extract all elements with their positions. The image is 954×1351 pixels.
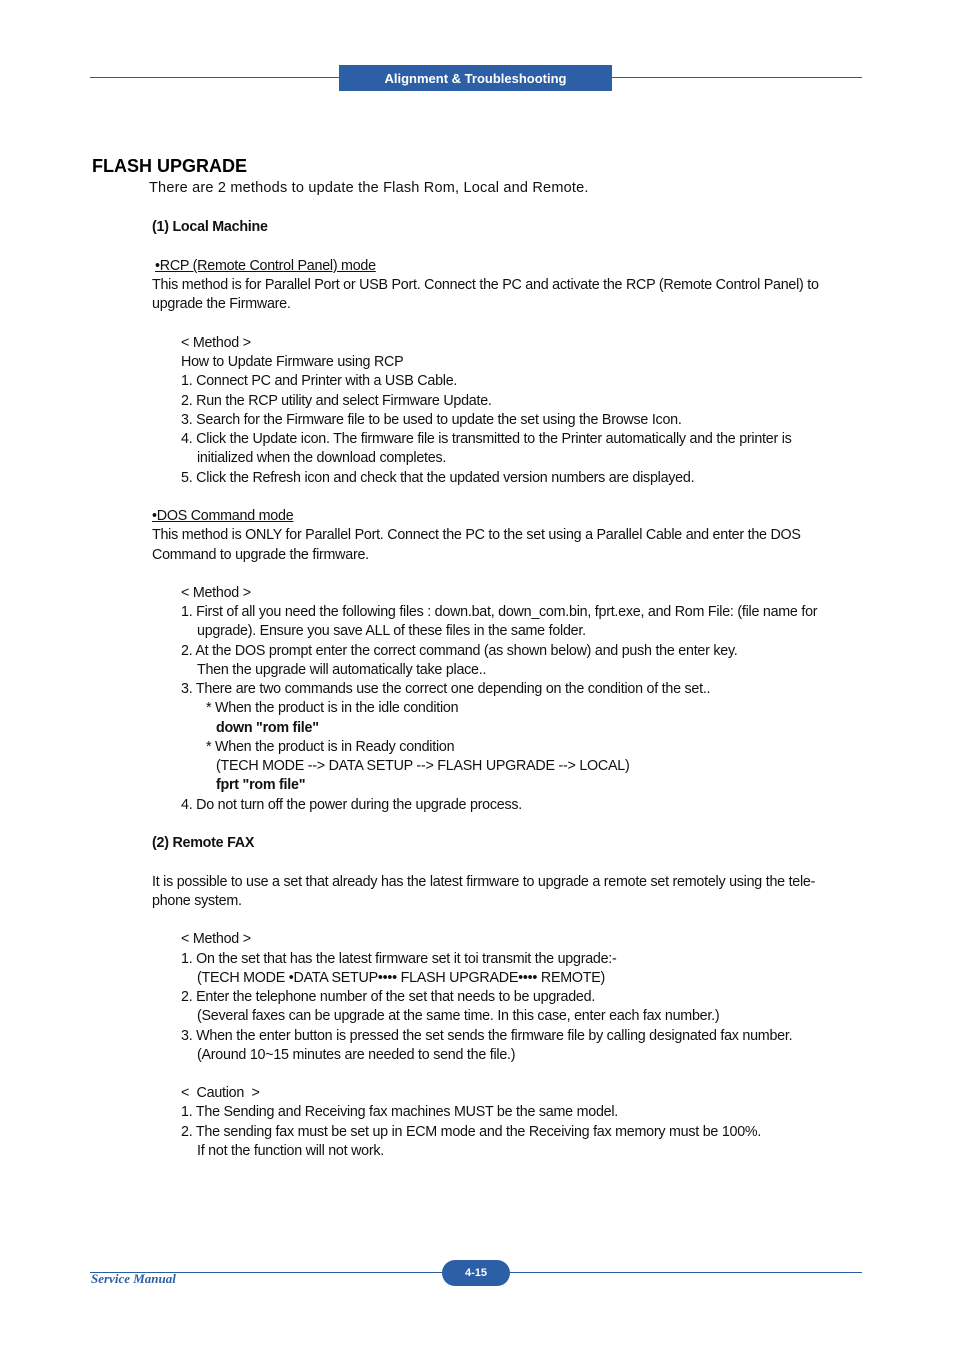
remote-step: 3. When the enter button is pressed the set sends the firmware file by calling designated fax number. [181, 1028, 793, 1044]
section-title-tab: Alignment & Troubleshooting [339, 65, 612, 91]
page-number-badge: 4-15 [442, 1260, 510, 1286]
rcp-step: 3. Search for the Firmware file to be used to update the set using the Browse Icon. [181, 412, 682, 428]
rcp-step-cont: initialized when the download completes. [197, 450, 447, 466]
rcp-step: 5. Click the Refresh icon and check that the updated version numbers are displayed. [181, 470, 695, 486]
dos-step-cont: upgrade). Ensure you save ALL of these files in the same folder. [197, 623, 586, 639]
dos-command: fprt "rom file" [216, 777, 306, 793]
remote-step-cont: (Several faxes can be upgrade at the same time. In this case, enter each fax number.) [197, 1008, 720, 1024]
dos-step: 2. At the DOS prompt enter the correct command (as shown below) and push the enter key. [181, 643, 738, 659]
dos-title: •DOS Command mode [152, 508, 294, 524]
remote-method-label: < Method > [181, 931, 251, 947]
caution-label: < Caution > [181, 1085, 260, 1101]
rcp-step: 4. Click the Update icon. The firmware file is transmitted to the Printer automatically and the printer is [181, 431, 792, 447]
intro-text: There are 2 methods to update the Flash Rom, Local and Remote. [149, 180, 589, 196]
caution-item-cont: If not the function will not work. [197, 1143, 384, 1159]
footer-manual-label: Service Manual [91, 1271, 176, 1286]
remote-step: 1. On the set that has the latest firmware set it toi transmit the upgrade:- [181, 951, 617, 967]
rcp-step: 1. Connect PC and Printer with a USB Cable. [181, 373, 458, 389]
dos-condition: * When the product is in Ready condition [206, 739, 455, 755]
dos-desc-line: This method is ONLY for Parallel Port. Connect the PC to the set using a Parallel Cable and enter the DOS [152, 527, 801, 543]
dos-step: 3. There are two commands use the correct one depending on the condition of the set.. [181, 681, 711, 697]
remote-step-cont: (TECH MODE •DATA SETUP•••• FLASH UPGRADE•••• REMOTE) [197, 970, 606, 986]
dos-method-label: < Method > [181, 585, 251, 601]
dos-command: down "rom file" [216, 720, 319, 736]
dos-step-cont: Then the upgrade will automatically take place.. [197, 662, 487, 678]
dos-step: 4. Do not turn off the power during the upgrade process. [181, 797, 522, 813]
remote-step-cont: (Around 10~15 minutes are needed to send the file.) [197, 1047, 516, 1063]
rcp-method-label: < Method > [181, 335, 251, 351]
remote-desc-line: It is possible to use a set that already has the latest firmware to upgrade a remote set remotely using the tele- [152, 874, 816, 890]
rcp-title: •RCP (Remote Control Panel) mode [155, 258, 376, 274]
dos-menu-path: (TECH MODE --> DATA SETUP --> FLASH UPGRADE --> LOCAL) [216, 758, 630, 774]
caution-item: 1. The Sending and Receiving fax machines MUST be the same model. [181, 1104, 618, 1120]
caution-item: 2. The sending fax must be set up in ECM mode and the Receiving fax memory must be 100%. [181, 1124, 762, 1140]
dos-desc-line: Command to upgrade the firmware. [152, 547, 369, 563]
dos-condition: * When the product is in the idle condition [206, 700, 459, 716]
page-heading: FLASH UPGRADE [92, 156, 248, 176]
remote-fax-title: (2) Remote FAX [152, 835, 255, 851]
dos-step: 1. First of all you need the following files : down.bat, down_com.bin, fprt.exe, and Rom File: (file name for [181, 604, 818, 620]
local-machine-title: (1) Local Machine [152, 219, 268, 235]
remote-desc-line: phone system. [152, 893, 242, 909]
rcp-step: 2. Run the RCP utility and select Firmware Update. [181, 393, 492, 409]
rcp-desc-line: upgrade the Firmware. [152, 296, 291, 312]
remote-step: 2. Enter the telephone number of the set that needs to be upgraded. [181, 989, 596, 1005]
rcp-how-label: How to Update Firmware using RCP [181, 354, 404, 370]
rcp-desc-line: This method is for Parallel Port or USB Port. Connect the PC and activate the RCP (Remote Control Panel) to [152, 277, 819, 293]
